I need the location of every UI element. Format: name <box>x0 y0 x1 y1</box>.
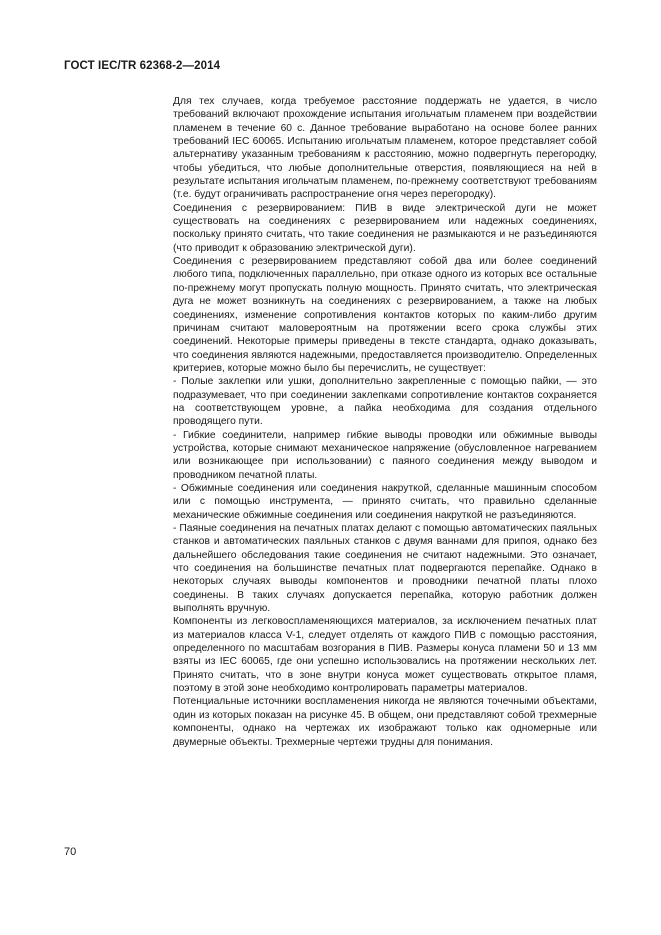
paragraph-flammable-components: Компоненты из легковоспламеняющихся материалов, за исключением печатных плат из материалов класса V-1, следует отделять от каждого ПИВ с помощью расстояния, определенного по масштабам возгорания в ПИВ. Размеры конуса пламени 50 и 13 мм взяты из IEC 60065, где они успешно использовались на протяжении нескольких лет. Принято считать, что в зоне внутри конуса может существовать открытое пламя, поэтому в этой зоне необходимо контролировать параметры материалов. <box>173 616 597 695</box>
body-text <box>173 95 597 749</box>
document-header: ГОСТ IEC/TR 62368-2—2014 <box>64 60 221 72</box>
list-item-crimp-connections: - Обжимные соединения или соединения накруткой, сделанные машинным способом или с помощью инструмента, — принято считать, что правильно сделанные механические обжимные соединения или соединения накруткой не разъединяются. <box>173 482 597 521</box>
paragraph-ignition-sources: Потенциальные источники воспламенения никогда не являются точечными объектами, один из которых показан на рисунке 45. В общем, они представляют собой трехмерные компоненты, однако на чертежах их изображают только как одномерные или двумерные объекты. Трехмерные чертежи трудны для понимания. <box>173 696 597 748</box>
list-item-flexible-connectors: - Гибкие соединители, например гибкие выводы проводки или обжимные выводы устройства, которые снимают механическое напряжение (обусловленное нагреванием или возникающее при использовании) с паяного соединения между выводом и проводником печатной платы. <box>173 429 597 481</box>
page-number: 70 <box>64 846 77 858</box>
list-item-soldered-joints: - Паяные соединения на печатных платах делают с помощью автоматических паяльных станков и автоматических паяльных станков с двумя ваннами для припоя, однако без дальнейшего обследования такие соединения не считают надежными. Это означает, что соединения на большинстве печатных плат подвергаются перепайке. Однако в некоторых случаях выводы компонентов и проводники печатной платы плохо соединены. В таких случаях допускается перепайка, которую работник должен выполнять вручную. <box>173 523 597 615</box>
paragraph-needle-flame: Для тех случаев, когда требуемое расстояние поддержать не удается, в число требований включают прохождение испытания игольчатым пламенем при воздействии пламенем в течение 60 с. Данное требование выработано на основе более ранних требований IEC 60065. Испытанию игольчатым пламенем, которое представляет собой альтернативу указанным требованиям к расстоянию, можно подвергнуть перегородку, чтобы убедиться, что любые дополнительные отверстия, появляющиеся на ней в результате испытания игольчатым пламенем, по-прежнему соответствуют требованиям (т.е. будут ограничивать распространение огня через перегородку). <box>173 96 597 201</box>
paragraph-redundant-definition: Соединения с резервированием представляют собой два или более соединений любого типа, подключенных параллельно, при отказе одного из которых все остальные по-прежнему могут пропускать полную мощность. Принято считать, что электрическая дуга не может возникнуть на соединениях с резервированием, а также на любых соединениях, изменение сопротивления контактов которых по каким-либо другим причинам считают маловероятным на протяжении всего срока службы этих соединений. Некоторые примеры приведены в тексте стандарта, однако доказывать, что соединения являются надежными, предоставляется производителю. Определенных критериев, которые можно было бы перечислить, не существует: <box>173 256 597 374</box>
list-item-hollow-rivets: - Полые заклепки или ушки, дополнительно закрепленные с помощью пайки, — это подразумевает, что при соединении заклепками сопротивление контактов сохраняется на соответствующем уровне, а пайка необходима для создания отдельного проводящего пути. <box>173 376 597 428</box>
paragraph-redundant-intro: Соединения с резервированием: ПИВ в виде электрической дуги не может существовать на соединениях с резервированием или надежных соединениях, поскольку принято считать, что такие соединения не размыкаются и не разъединяются (что приводит к образованию электрической дуги). <box>173 202 597 254</box>
